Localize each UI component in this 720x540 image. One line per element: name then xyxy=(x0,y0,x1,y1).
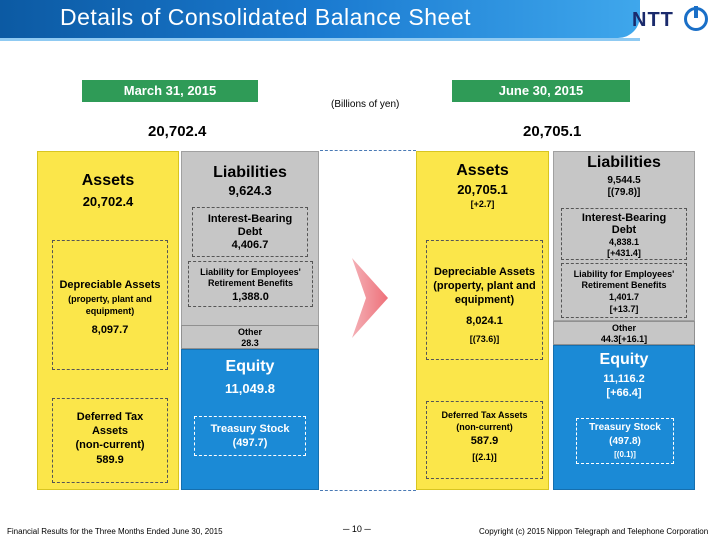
treasury-value: (497.7) xyxy=(232,437,268,449)
ler-value-june: 1,401.7 xyxy=(608,292,640,302)
logo-text: NTT xyxy=(632,9,674,31)
treasury-value-june: (497.8) xyxy=(609,436,641,447)
deferred-label3: (non-current) xyxy=(75,439,145,451)
liabilities-title: Liabilities xyxy=(213,164,287,181)
units-label: (Billions of yen) xyxy=(331,99,400,110)
ibd-change-june: [+431.4] xyxy=(607,248,641,258)
ibd-label2: Debt xyxy=(237,226,263,238)
ibd-label2-june: Debt xyxy=(611,224,637,236)
liabilities-title-june: Liabilities xyxy=(587,154,661,171)
treasury-label: Treasury Stock xyxy=(210,423,290,435)
connector-top xyxy=(320,150,416,151)
deferred-label2: Assets xyxy=(91,425,129,437)
header-underline xyxy=(0,38,640,41)
other-label-june: Other xyxy=(611,323,636,333)
liabilities-column-june xyxy=(553,151,695,321)
depreciable-change-june: [(73.6)] xyxy=(469,334,500,344)
assets-value: 20,702.4 xyxy=(82,194,134,209)
total-march: 20,702.4 xyxy=(148,123,207,140)
ler-change-june: [+13.7] xyxy=(609,304,639,314)
treasury-change-june: [(0.1)] xyxy=(614,450,636,459)
interest-bearing-debt-box-june xyxy=(561,208,687,260)
assets-column-june xyxy=(416,151,549,490)
page-number: ─ 10 ─ xyxy=(343,524,371,534)
equity-value-june: 11,116.2 xyxy=(603,373,645,385)
depreciable-assets-box-june xyxy=(426,240,543,360)
other-value-june: 44.3[+16.1] xyxy=(600,334,648,344)
assets-title: Assets xyxy=(81,172,135,189)
equity-title-june: Equity xyxy=(599,351,649,368)
connector-bottom xyxy=(320,490,416,491)
equity-column-march xyxy=(181,349,319,490)
depreciable-assets-box xyxy=(52,240,168,370)
depreciable-sub1: (property, plant and xyxy=(68,294,152,304)
logo-power-icon xyxy=(684,7,708,31)
liabilities-value: 9,624.3 xyxy=(228,183,272,198)
equity-change-june: [+66.4] xyxy=(606,387,642,399)
treasury-label-june: Treasury Stock xyxy=(589,422,661,433)
liabilities-change-june: [(79.8)] xyxy=(607,187,641,198)
footer-left: Financial Results for the Three Months Ended June 30, 2015 xyxy=(7,527,223,536)
deferred-label1: Deferred Tax xyxy=(76,411,144,423)
footer-copyright: Copyright (c) 2015 Nippon Telegraph and Telephone Corporation xyxy=(479,527,709,536)
liabilities-column-march xyxy=(181,151,319,329)
other-liabilities-march xyxy=(181,325,319,349)
ibd-value: 4,406.7 xyxy=(231,239,269,251)
interest-bearing-debt-box xyxy=(192,207,308,257)
ler-label2-june: Retirement Benefits xyxy=(581,280,667,290)
employee-retirement-box xyxy=(188,261,313,307)
assets-value-june: 20,705.1 xyxy=(457,182,508,197)
other-value: 28.3 xyxy=(241,338,259,348)
treasury-stock-box-june xyxy=(576,418,674,464)
deferred-tax-box xyxy=(52,398,168,483)
ler-label1: Liability for Employees' xyxy=(200,267,301,277)
assets-title-june: Assets xyxy=(456,162,509,179)
ler-value: 1,388.0 xyxy=(232,291,269,303)
deferred-sub-june: (non-current) xyxy=(456,422,513,432)
depreciable-label-june: Depreciable Assets xyxy=(433,266,536,278)
total-june: 20,705.1 xyxy=(523,123,582,140)
depreciable-value-june: 8,024.1 xyxy=(466,315,503,327)
assets-change-june: [+2.7] xyxy=(470,199,495,209)
depreciable-sub2: equipment) xyxy=(85,306,135,316)
equity-title: Equity xyxy=(225,358,275,375)
header-bar xyxy=(0,0,720,44)
ntt-logo xyxy=(632,6,714,36)
depreciable-sub1-june: (property, plant and xyxy=(433,280,536,292)
date-label-march: March 31, 2015 xyxy=(82,80,258,102)
employee-retirement-box-june xyxy=(561,263,687,318)
ler-label2: Retirement Benefits xyxy=(207,278,294,288)
treasury-stock-box xyxy=(194,416,306,456)
date-label-june: June 30, 2015 xyxy=(452,80,630,102)
ler-label1-june: Liability for Employees' xyxy=(573,269,675,279)
deferred-label-june: Deferred Tax Assets xyxy=(441,410,528,420)
depreciable-label: Depreciable Assets xyxy=(59,279,161,291)
ibd-label1-june: Interest-Bearing xyxy=(581,212,667,224)
equity-column-june xyxy=(553,345,695,490)
other-label: Other xyxy=(237,327,262,337)
equity-value: 11,049.8 xyxy=(225,381,275,396)
deferred-value: 589.9 xyxy=(96,454,124,466)
ibd-value-june: 4,838.1 xyxy=(608,237,640,247)
depreciable-value: 8,097.7 xyxy=(91,324,129,336)
deferred-value-june: 587.9 xyxy=(470,435,499,447)
chevron-right-icon xyxy=(352,258,388,338)
ibd-label1: Interest-Bearing xyxy=(207,213,293,225)
depreciable-sub2-june: equipment) xyxy=(454,294,515,306)
other-liabilities-june xyxy=(553,321,695,345)
deferred-tax-box-june xyxy=(426,401,543,479)
liabilities-value-june: 9,544.5 xyxy=(607,175,641,186)
assets-column-march xyxy=(37,151,179,490)
deferred-change-june: [(2.1)] xyxy=(472,452,497,462)
page-title: Details of Consolidated Balance Sheet xyxy=(60,4,472,30)
